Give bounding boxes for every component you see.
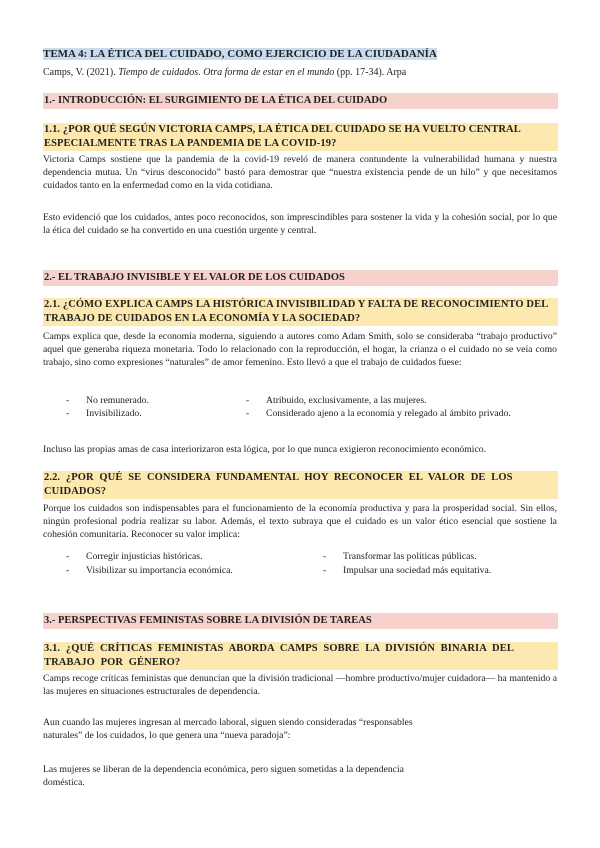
bullet-dash: - (66, 408, 70, 419)
paragraph-1-1-a: Victoria Camps sostiene que la pandemia de la covid-19 reveló de manera contundente la vulnerabilidad humana y nuestra dependencia mutua. Un “virus desconocido” bastó para demostrar que “nuestra existencia pende de un hilo” y que necesitamos cuidados tanto en la enfermedad como en la vida cotidiana. (43, 154, 557, 191)
question-1-1: 1.1. ¿POR QUÉ SEGÚN VICTORIA CAMPS, LA ÉTICA DEL CUIDADO SE HA VUELTO CENTRAL ESPECIALMENTE TRAS LA PANDEMIA DE LA COVID-19? (43, 123, 558, 151)
list-item-text: Considerado ajeno a la economía y relegado al ámbito privado. (266, 408, 511, 419)
paragraph-3-1-b-line-1: Aun cuando las mujeres ingresan al mercado laboral, siguen siendo consideradas “responsables (43, 717, 413, 728)
bullet-dash: - (66, 551, 70, 562)
bullet-dash: - (66, 395, 70, 406)
list-item-text: Corregir injusticias históricas. (86, 551, 203, 562)
list-item-text: Invisibilizado. (86, 408, 142, 419)
list-item-text: Transformar las políticas públicas. (343, 551, 477, 562)
bullet-dash: - (246, 395, 250, 406)
section-1-heading: 1.- INTRODUCCIÓN: EL SURGIMIENTO DE LA ÉTICA DEL CUIDADO (43, 93, 558, 109)
question-3-1: 3.1. ¿QUÉ CRÍTICAS FEMINISTAS ABORDA CAMPS SOBRE LA DIVISIÓN BINARIA DEL TRABAJO POR GÉNERO? (43, 642, 558, 670)
bullet-dash: - (66, 565, 70, 576)
bullet-dash: - (323, 551, 327, 562)
list-item (323, 550, 477, 563)
list-item-text: Atribuido, exclusivamente, a las mujeres. (266, 395, 427, 406)
document-title (43, 48, 557, 61)
question-2-2: 2.2. ¿POR QUÉ SE CONSIDERA FUNDAMENTAL HOY RECONOCER EL VALOR DE LOS CUIDADOS? (43, 471, 558, 499)
paragraph-3-1-a: Camps recoge críticas feministas que denuncian que la división tradicional —hombre productivo/mujer cuidadora— ha mantenido a las mujeres en situaciones estructurales de dependencia. (43, 673, 557, 697)
bullet-dash: - (323, 565, 327, 576)
list-item-text: No remunerado. (86, 395, 149, 406)
list-item (246, 407, 511, 420)
bullet-dash: - (246, 408, 250, 419)
list-item (66, 407, 142, 420)
citation-pages: (pp. 17-34). Arpa (334, 67, 407, 78)
paragraph-2-1-a: Camps explica que, desde la economía moderna, siguiendo a autores como Adam Smith, solo se consideraba “trabajo productivo” aquel que generaba riqueza monetaria. Todo lo relacionado con la reproducción, el hogar, la crianza o el cuidado no se veía como trabajo, sino como expresiones “naturales” de amor femenino. Esto llevó a que el trabajo de cuidados fuese: (43, 331, 557, 368)
document-title-text: TEMA 4: LA ÉTICA DEL CUIDADO, COMO EJERCICIO DE LA CIUDADANÍA (43, 48, 437, 60)
paragraph-1-1-b: Esto evidenció que los cuidados, antes poco reconocidos, son imprescindibles para sostener la vida y la cohesión social, por lo que la ética del cuidado se ha convertido en una cuestión urgente y central. (43, 212, 557, 236)
list-item (246, 394, 427, 407)
list-item (323, 564, 491, 577)
paragraph-3-1-c-line-1: Las mujeres se liberan de la dependencia económica, pero siguen sometidas a la dependencia (43, 764, 404, 775)
list-item (66, 564, 233, 577)
paragraph-3-1-c-line-2: doméstica. (43, 777, 85, 788)
paragraph-3-1-b-line-2: naturales” de los cuidados, lo que genera una “nueva paradoja”: (43, 730, 291, 741)
citation (43, 66, 557, 79)
paragraph-2-2: Porque los cuidados son indispensables para el funcionamiento de la economía productiva y para la prosperidad social. Sin ellos, ningún profesional podría realizar su labor. Además, el texto subraya que el cuidado es un valor ético esencial que sostiene la cohesión comunitaria. Reconocer su valor implica: (43, 503, 557, 540)
question-2-1: 2.1. ¿CÓMO EXPLICA CAMPS LA HISTÓRICA INVISIBILIDAD Y FALTA DE RECONOCIMIENTO DEL TRABAJO DE CUIDADOS EN LA ECONOMÍA Y LA SOCIEDAD? (43, 298, 558, 326)
citation-author: Camps, V. (2021). (43, 67, 119, 78)
paragraph-2-1-b: Incluso las propias amas de casa interiorizaron esta lógica, por lo que nunca exigieron reconocimiento económico. (43, 444, 487, 455)
list-item (66, 550, 203, 563)
list-item-text: Visibilizar su importancia económica. (86, 565, 233, 576)
citation-book-title: Tiempo de cuidados. Otra forma de estar en el mundo (118, 67, 335, 78)
list-item (66, 394, 149, 407)
section-3-heading: 3.- PERSPECTIVAS FEMINISTAS SOBRE LA DIVISIÓN DE TAREAS (43, 613, 558, 629)
section-2-heading: 2.- EL TRABAJO INVISIBLE Y EL VALOR DE LOS CUIDADOS (43, 270, 558, 286)
list-item-text: Impulsar una sociedad más equitativa. (343, 565, 492, 576)
